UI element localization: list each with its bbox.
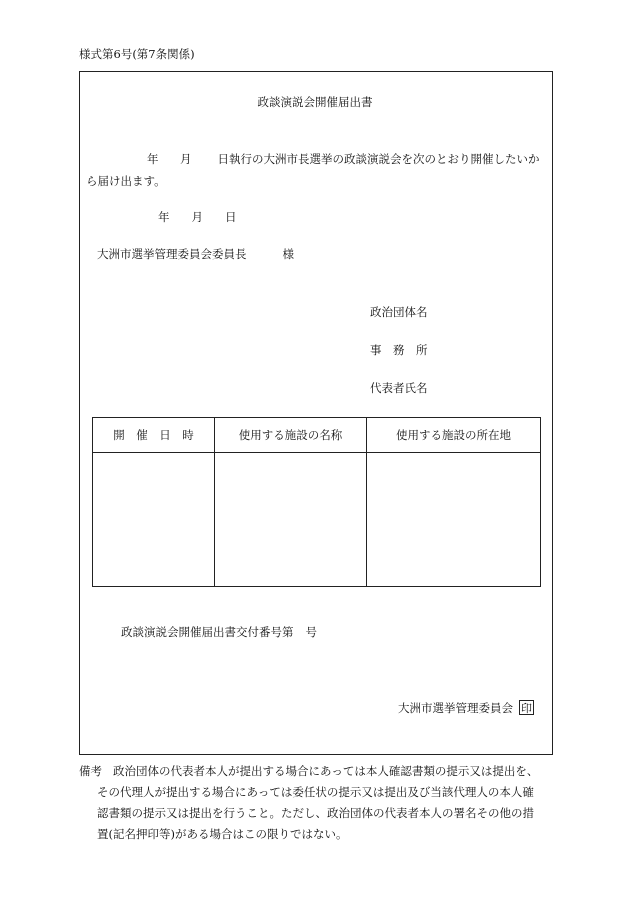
body-text-1: 日執行の大洲市長選挙の政談演説会を次のとおり開催したいか xyxy=(217,152,540,166)
issue-number-text: 政談演説会開催届出書交付番号第 xyxy=(121,625,294,639)
seal-mark: 印 xyxy=(521,702,532,715)
date-year: 年 xyxy=(158,210,170,224)
header-venue-name: 使用する施設の名称 xyxy=(215,418,367,453)
form-number: 様式第6号(第7条関係) xyxy=(79,47,195,61)
remarks xyxy=(79,761,559,845)
cell-date-time[interactable] xyxy=(93,453,215,587)
cell-venue-address[interactable] xyxy=(367,453,541,587)
remarks-line-4: 置(記名押印等)がある場合はこの限りではない。 xyxy=(97,827,348,841)
org-name-label: 政治団体名 xyxy=(370,305,428,319)
remarks-line-3: 認書類の提示又は提出を行うこと。ただし、政治団体の代表者本人の署名その他の措 xyxy=(97,806,534,820)
addressee xyxy=(97,248,294,262)
addressee-honorific: 様 xyxy=(282,247,294,261)
table-row xyxy=(93,453,541,587)
remarks-line-1: 備考 政治団体の代表者本人が提出する場合にあっては本人確認書類の提示又は提出を、 xyxy=(79,761,559,782)
issue-number xyxy=(121,626,317,640)
schedule-table xyxy=(92,417,541,587)
cell-venue-name[interactable] xyxy=(215,453,367,587)
committee-name: 大洲市選挙管理委員会 xyxy=(398,701,513,715)
committee-signature xyxy=(398,700,534,716)
table-header-row xyxy=(93,418,541,453)
remarks-label: 備考 xyxy=(79,764,102,778)
body-line-1: 年 月 日執行の大洲市長選挙の政談演説会を次のとおり開催したいか xyxy=(147,152,540,166)
date-day: 日 xyxy=(225,210,237,224)
date-month: 月 xyxy=(191,210,203,224)
header-venue-address: 使用する施設の所在地 xyxy=(367,418,541,453)
representative-label: 代表者氏名 xyxy=(370,381,428,395)
body-line-2: ら届け出ます。 xyxy=(86,174,166,188)
issue-number-suffix: 号 xyxy=(305,625,317,639)
addressee-name: 大洲市選挙管理委員会委員長 xyxy=(97,247,247,261)
submission-date xyxy=(158,211,237,225)
office-label: 事 務 所 xyxy=(370,343,428,357)
body-month: 月 xyxy=(180,152,192,166)
remarks-line-2: その代理人が提出する場合にあっては委任状の提示又は提出及び当該代理人の本人確 xyxy=(97,785,534,799)
header-date-time: 開 催 日 時 xyxy=(93,418,215,453)
form-title: 政談演説会開催届出書 xyxy=(257,95,373,109)
